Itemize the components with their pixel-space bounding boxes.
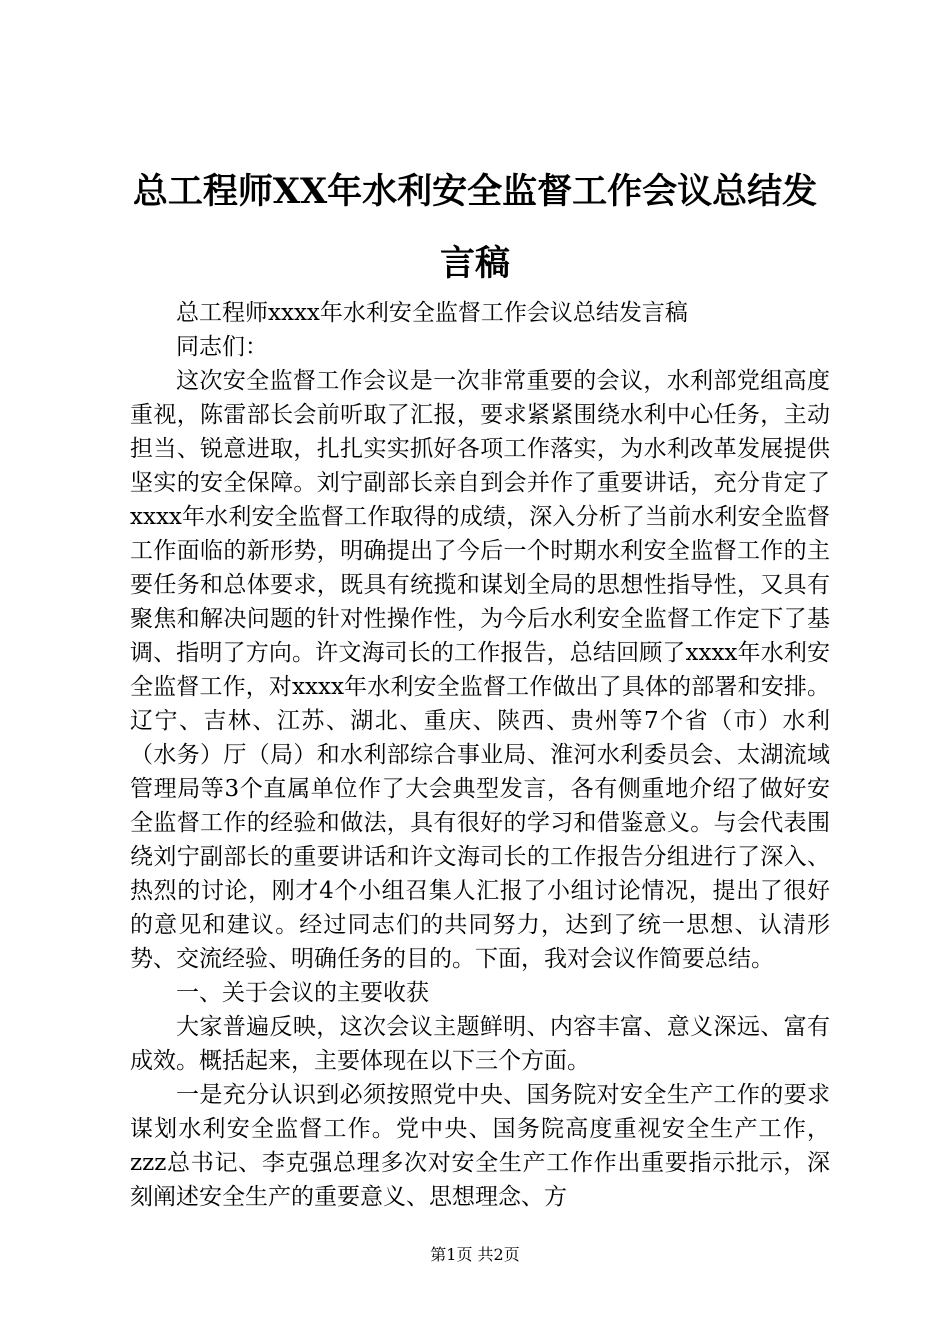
salutation-paragraph: 同志们： xyxy=(176,334,268,360)
subtitle-paragraph: 总工程师xxxx年水利安全监督工作会议总结发言稿 xyxy=(176,300,688,326)
document-title: 总工程师XX年水利安全监督工作会议总结发言稿 xyxy=(132,171,818,284)
body-paragraph: 一是充分认识到必须按照党中央、国务院对安全生产工作的要求谋划水利安全监督工作。党中央、国务院高度重视安全生产工作，zzz总书记、李克强总理多次对安全生产工作作出重要指示批示，深刻阐述安全生产的重要意义、思想理念、方 xyxy=(130,1082,830,1210)
section-heading: 一、关于会议的主要收获 xyxy=(176,980,429,1006)
body-paragraph: 大家普遍反映，这次会议主题鲜明、内容丰富、意义深远、富有成效。概括起来，主要体现在以下三个方面。 xyxy=(130,1014,830,1074)
body-paragraph: 这次安全监督工作会议是一次非常重要的会议，水利部党组高度重视，陈雷部长会前听取了汇报，要求紧紧围绕水利中心任务，主动担当、锐意进取，扎扎实实抓好各项工作落实，为水利改革发展提供坚实的安全保障。刘宁副部长亲自到会并作了重要讲话，充分肯定了xxxx年水利安全监督工作取得的成绩，深入分析了当前水利安全监督工作面临的新形势，明确提出了今后一个时期水利安全监督工作的主要任务和总体要求，既具有统揽和谋划全局的思想性指导性，又具有聚焦和解决问题的针对性操作性，为今后水利安全监督工作定下了基调、指明了方向。许文海司长的工作报告，总结回顾了xxxx年水利安全监督工作，对xxxx年水利安全监督工作做出了具体的部署和安排。辽宁、吉林、江苏、湖北、重庆、陕西、贵州等7个省（市）水利（水务）厅（局）和水利部综合事业局、淮河水利委员会、太湖流域管理局等3个直属单位作了大会典型发言，各有侧重地介绍了做好安全监督工作的经验和做法，具有很好的学习和借鉴意义。与会代表围绕刘宁副部长的重要讲话和许文海司长的工作报告分组进行了深入、热烈的讨论，刚才4个小组召集人汇报了小组讨论情况，提出了很好的意见和建议。经过同志们的共同努力，达到了统一思想、认清形势、交流经验、明确任务的目的。下面，我对会议作简要总结。 xyxy=(130,368,830,972)
page-footer: 第1页 共2页 xyxy=(430,1245,520,1264)
document-body xyxy=(130,296,830,1214)
